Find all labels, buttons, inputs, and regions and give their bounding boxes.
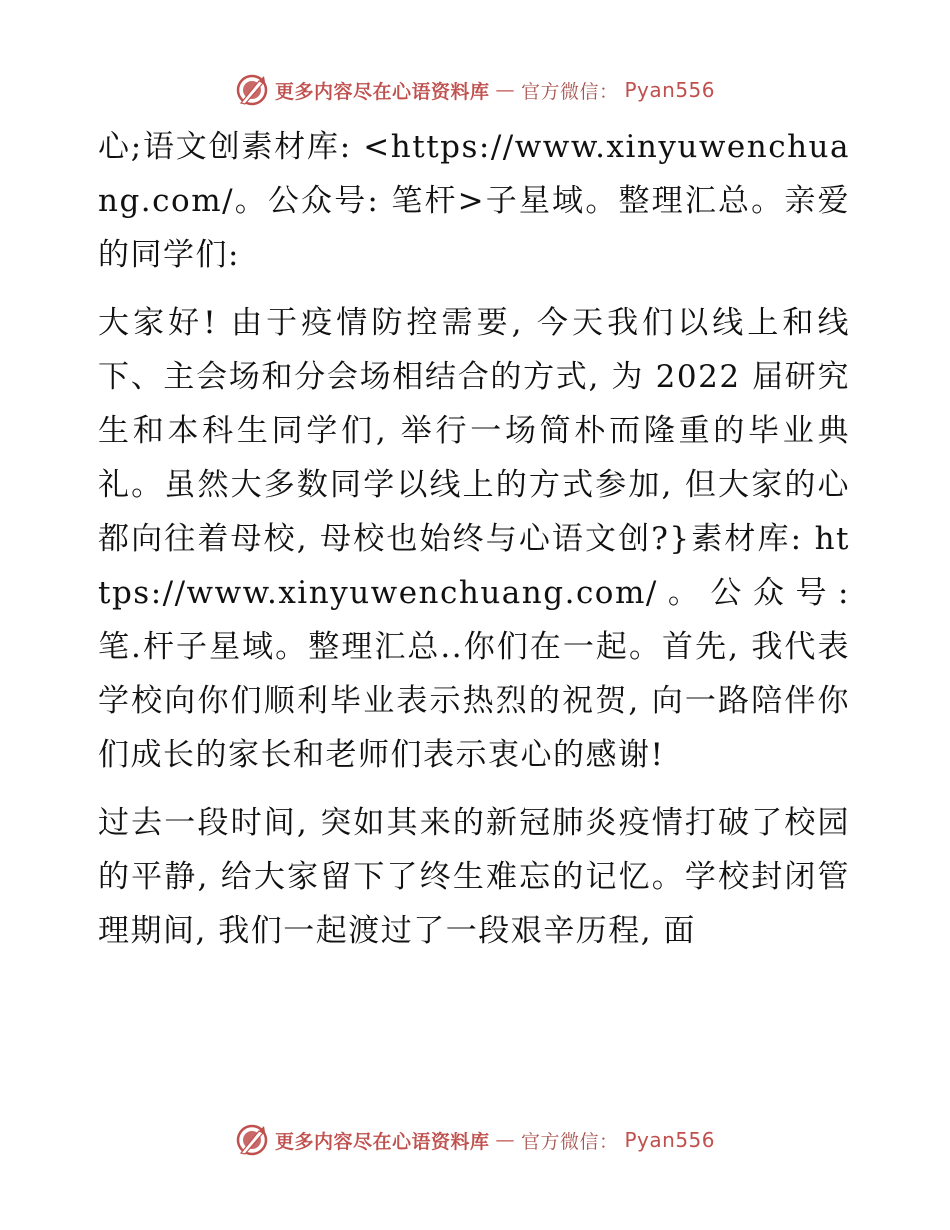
banner-wechat-label: 官方微信： <box>520 80 619 103</box>
document-body <box>98 120 850 972</box>
paragraph-2: 大家好! 由于疫情防控需要, 今天我们以线上和线下、主会场和分会场相结合的方式, 为 2022 届研究生和本科生同学们, 举行一场简朴而隆重的毕业典礼。虽然大多数同学以线上的方式参加, 但大家的心都向往着母校, 母校也始终与心语文创?}素材库: https://www.xinyuwenchuang.com/。公众号: 笔.杆子星域。整理汇总..你们在一起。首先, 我代表学校向你们顺利毕业表示热烈的祝贺, 向一路陪伴你们成长的家长和老师们表示衷心的感谢! <box>98 305 850 773</box>
banner-separator: — <box>495 1129 515 1151</box>
paragraph-3: 过去一段时间, 突如其来的新冠肺炎疫情打破了校园的平静, 给大家留下了终生难忘的记忆。学校封闭管理期间, 我们一起渡过了一段艰辛历程, 面 <box>98 805 850 949</box>
footer-banner <box>0 1120 950 1160</box>
banner-title: 更多内容尽在心语资料库 <box>274 80 490 103</box>
quill-seal-icon <box>235 1123 269 1157</box>
quill-seal-icon <box>235 73 269 107</box>
banner-wechat-id: Pyan556 <box>624 1128 716 1152</box>
banner-title: 更多内容尽在心语资料库 <box>274 1130 490 1153</box>
header-banner <box>0 70 950 110</box>
paragraph-1: 心;语文创素材库: <https://www.xinyuwenchuang.com/。公众号: 笔杆>子星域。整理汇总。亲爱的同学们: <box>98 129 850 273</box>
banner-wechat-id: Pyan556 <box>624 78 716 102</box>
banner-separator: — <box>495 79 515 101</box>
banner-wechat-label: 官方微信： <box>520 1130 619 1153</box>
